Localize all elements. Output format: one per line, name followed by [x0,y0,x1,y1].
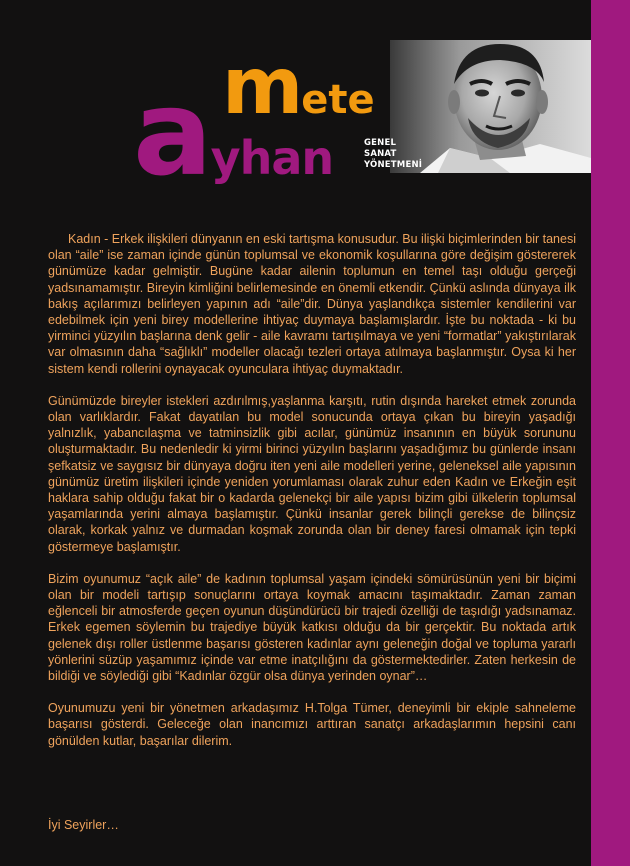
role-line: SANAT [364,149,397,159]
last-name-initial: a [133,64,211,202]
first-name-rest: ete [301,77,375,123]
last-name-rest: yhan [210,131,334,185]
role-line: GENEL [364,138,397,148]
first-name-initial: m [222,42,302,132]
paragraph: Oyunumuzu yeni bir yönetmen arkadaşımız H.Tolga Tümer, deneyimli bir ekiple sahneleme başarısı gösterdi. Geleceğe olan inancımızı arttıran sanatçı arkadaşlarımın hepsini canı gönülden kutlar, başarılar dilerim. [48,701,576,748]
last-name [133,64,334,202]
role-line: YÖNETMENİ [364,160,423,170]
article-body [48,231,576,765]
closing-line: İyi Seyirler… [48,818,119,832]
paragraph: Kadın - Erkek ilişkileri dünyanın en eski tartışma konusudur. Bu ilişki biçimlerinden bir tanesi olan “aile” ise zaman içinde günün toplumsal ve ekonomik koşullarına göre değişim göstererek günümüze kadar gelmiştir. Bugüne kadar ailenin toplumun en temel taşı olduğu gerçeği yadsınamamıştır. Bireyin kimliğini belirlemesinde en önemli etkendir. Çünkü aslında dünyaya ilk bakış açılarımızı belirleyen yapının adı “aile”dir. Dünya yaşlandıkça sistemler kendilerini var edebilmek için yeni birey modellerine ihtiyaç duymaya başlamışlardır. İşte bu noktada - ki bu yirminci yüzyılın başlarına denk gelir - aile kavramı tartışılmaya ve yeni “formatlar” yakıştırılarak var olmasının daha “sağlıklı” modeller olacağı tezleri ortaya atılmaya başlanmıştır. Oysa ki her sistem kendi rollerini oynayacak oyunculara ihtiyaç duymaktadır. [48,232,576,376]
paragraph: Bizim oyunumuz “açık aile” de kadının toplumsal yaşam içindeki sömürüsünün yeni bir biçimi olan bir modeli tartışıp sonuçlarını ortaya koymak amacını taşımaktadır. Zaman zaman eğlenceli bir atmosferde geçen oyunun düşündürücü bir trajedi özelliği de taşıdığı yadsınamaz. Erkek egemen söylemin bu trajediye büyük katkısı olduğu da bir gerçektir. Bu noktada artık gelenek dışı roller üstlenme başarısı gösteren kadınlar aynı geleneğin doğal ve topluma yararlı yönlerini süzüp yaşamımız içinde var etme inatçılığını da göstermektedirler. Zaten herkesin de bildiği ve söylediği gibi “Kadınlar özgür olsa dünya yerinden oynar”… [48,571,576,684]
paragraph: Günümüzde bireyler istekleri azdırılmış,yaşlanma karşıtı, rutin dışında hareket etmek zorunda olan varlıklardır. Fakat dayatılan bu model sonucunda ortaya çıkan bu bireyin yaşadığı yalnızlık, yabancılaşma ve tatminsizlik gibi acılar, günümüz insanının en büyük sorununu oluşturmaktadır. Bu nedenledir ki yirmi birinci yüzyılın başlarını yaşadığımız bu günlerde insanı şefkatsiz ve saygısız bir dünyaya doğru iten yeni aile modelleri yerine, geleneksel aile yapısının günümüz üretim ilişkileri içinde yeniden yorumlaması olarak zuhur eden Kadın ve Erkeğin eşit haklara sahip olduğu fakat bir o kadarda gelenekçi bir aile yapısı bizim gibi ülkelerin toplumsal yaşamlarında yerini almaya başlamıştır. Çünkü insanlar gerek bilinçli gerekse de bilinçsiz olarak, korkak yalnız ve durmadan koşmak zorunda olan bir deney faresi olmamak için tepki göstermeye başlamıştır. [48,393,576,554]
name-title [0,0,600,200]
role-title [364,138,422,171]
